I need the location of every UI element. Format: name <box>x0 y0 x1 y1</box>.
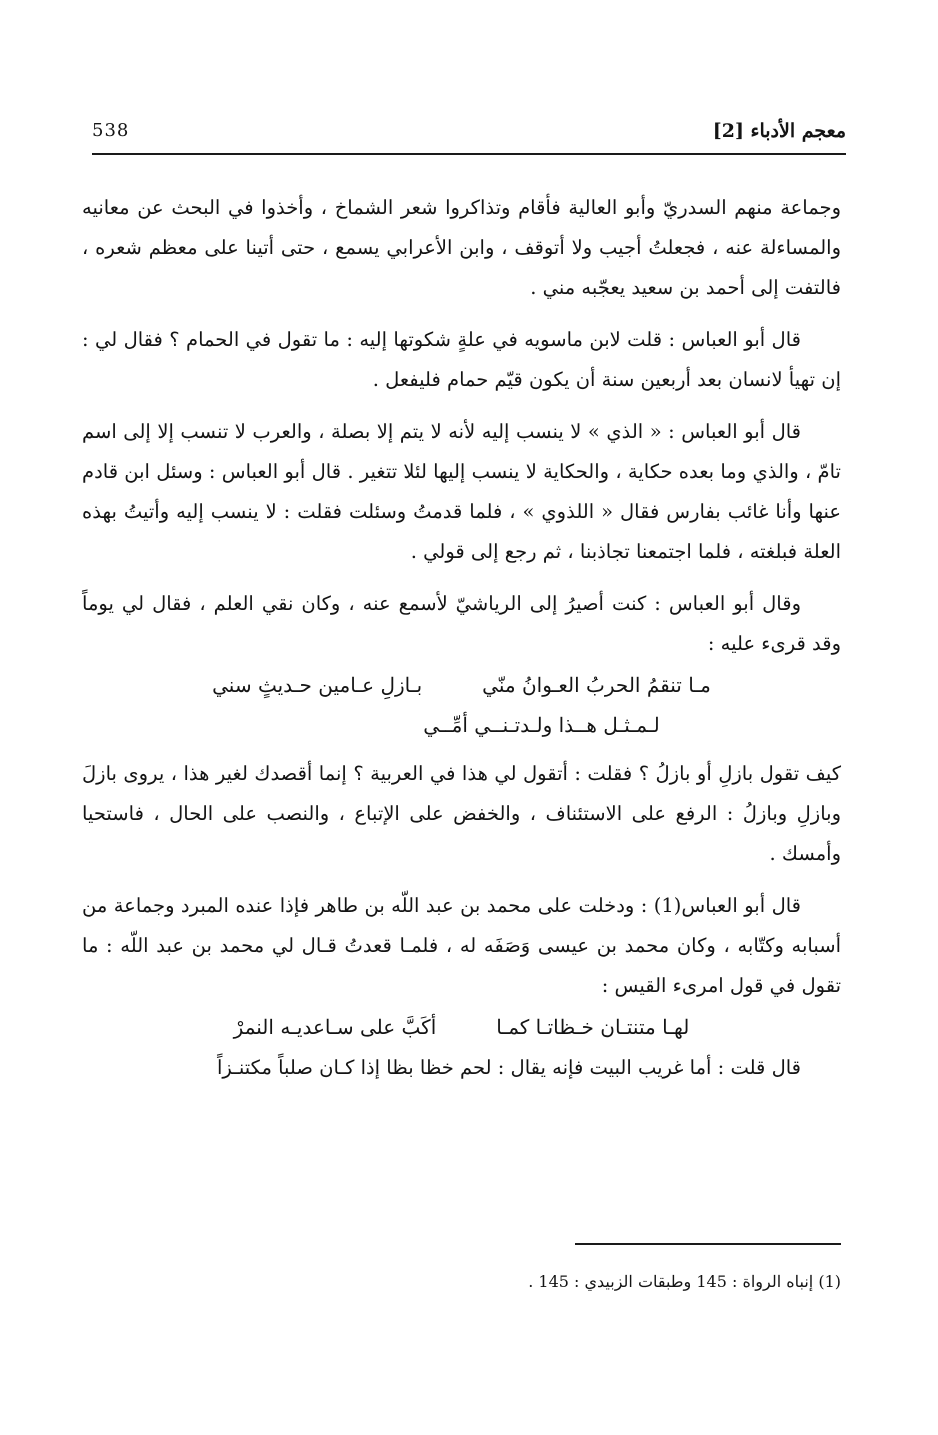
footnote: (1) إنباه الرواة : 145 وطبقات الزبيدي : 145 . <box>528 1272 841 1291</box>
verse-1-second-hemistich: بـازلِ عـامين حـديثٍ سني <box>212 673 423 697</box>
footnote-rule <box>575 1243 841 1245</box>
verse-1-line-2-text: لـمـثـل هــذا ولـدتـنــي أمِّــي <box>423 713 660 737</box>
paragraph-4: وقال أبو العباس : كنت أصيرُ إلى الرياشيّ لأسمع عنه ، وكان نقي العلم ، فقال لي يوماً وقد قرىء عليه : <box>82 592 841 655</box>
verse-2-first-hemistich: لهـا متنتـان خـظاتـا كمـا <box>496 1015 690 1039</box>
verse-2 <box>82 1008 841 1046</box>
body-text <box>82 188 841 1100</box>
paragraph-3: قال أبو العباس : « الذي » لا ينسب إليه لأنه لا يتم إلا بصلة ، والعرب لا تنسب إلا إلى اسم تامّ ، والذي وما بعده حكاية ، والحكاية لا ينسب إليها لئلا تتغير . قال أبو العباس : وسئل ابن قادم عنها وأنا غائب بفارس فقال « اللذوي » ، فلما قدمتُ وسئلت فقلت : لا ينسب إليه وأتيتُ بهذه العلة فبلغته ، فلما اجتمعنا تجاذبنا ، ثم رجع إلى قولي . <box>82 420 841 563</box>
paragraph-6: قال أبو العباس(1) : ودخلت على محمد بن عبد اللّه بن طاهر فإذا عنده المبرد وجماعة من أسبابه وكتّابه ، وكان محمد بن عيسى وَصَفَه له ، فلمـا قعدتُ قـال لي محمد بن عبد اللّه : ما تقول في قول امرىء القيس : <box>82 894 841 997</box>
verse-2-second-hemistich: أكَبَّ على سـاعديـه النمرْ <box>233 1015 437 1039</box>
verse-1-line-1 <box>82 666 841 704</box>
paragraph-1: وجماعة منهم السدريّ وأبو العالية فأقام وتذاكروا شعر الشماخ ، وأخذوا في البحث عن معانيه والمساءلة عنه ، فجعلتُ أجيب ولا أتوقف ، وابن الأعرابي يسمع ، حتى أتينا على معظم شعره ، فالتفت إلى أحمد بن سعيد يعجّبه مني . <box>82 196 841 299</box>
page-number: 538 <box>92 120 130 141</box>
running-title: معجم الأدباء [2] <box>712 120 846 142</box>
paragraph-7: قال قلت : أما غريب البيت فإنه يقال : لحم خظا بظا إذا كـان صلباً مكتنـزاً <box>217 1056 801 1079</box>
page-header <box>92 120 846 154</box>
verse-1-line-2 <box>82 706 841 744</box>
paragraph-5: كيف تقول بازلِ أو بازلُ ؟ فقلت : أتقول لي هذا في العربية ؟ إنما أقصدك لغير هذا ، يروى بازلَ وبازلِ وبازلُ : الرفع على الاستئناف ، والخفض على الإتباع ، والنصب على الحال ، فاستحيا وأمسك . <box>82 762 841 865</box>
header-rule <box>92 153 846 155</box>
verse-1-first-hemistich: مـا تنقمُ الحربُ العـوانُ منّي <box>482 673 711 697</box>
paragraph-2: قال أبو العباس : قلت لابن ماسويه في علةٍ شكوتها إليه : ما تقول في الحمام ؟ فقال لي : إن تهيأ لانسان بعد أربعين سنة أن يكون قيّم حمام فليفعل . <box>82 328 841 391</box>
